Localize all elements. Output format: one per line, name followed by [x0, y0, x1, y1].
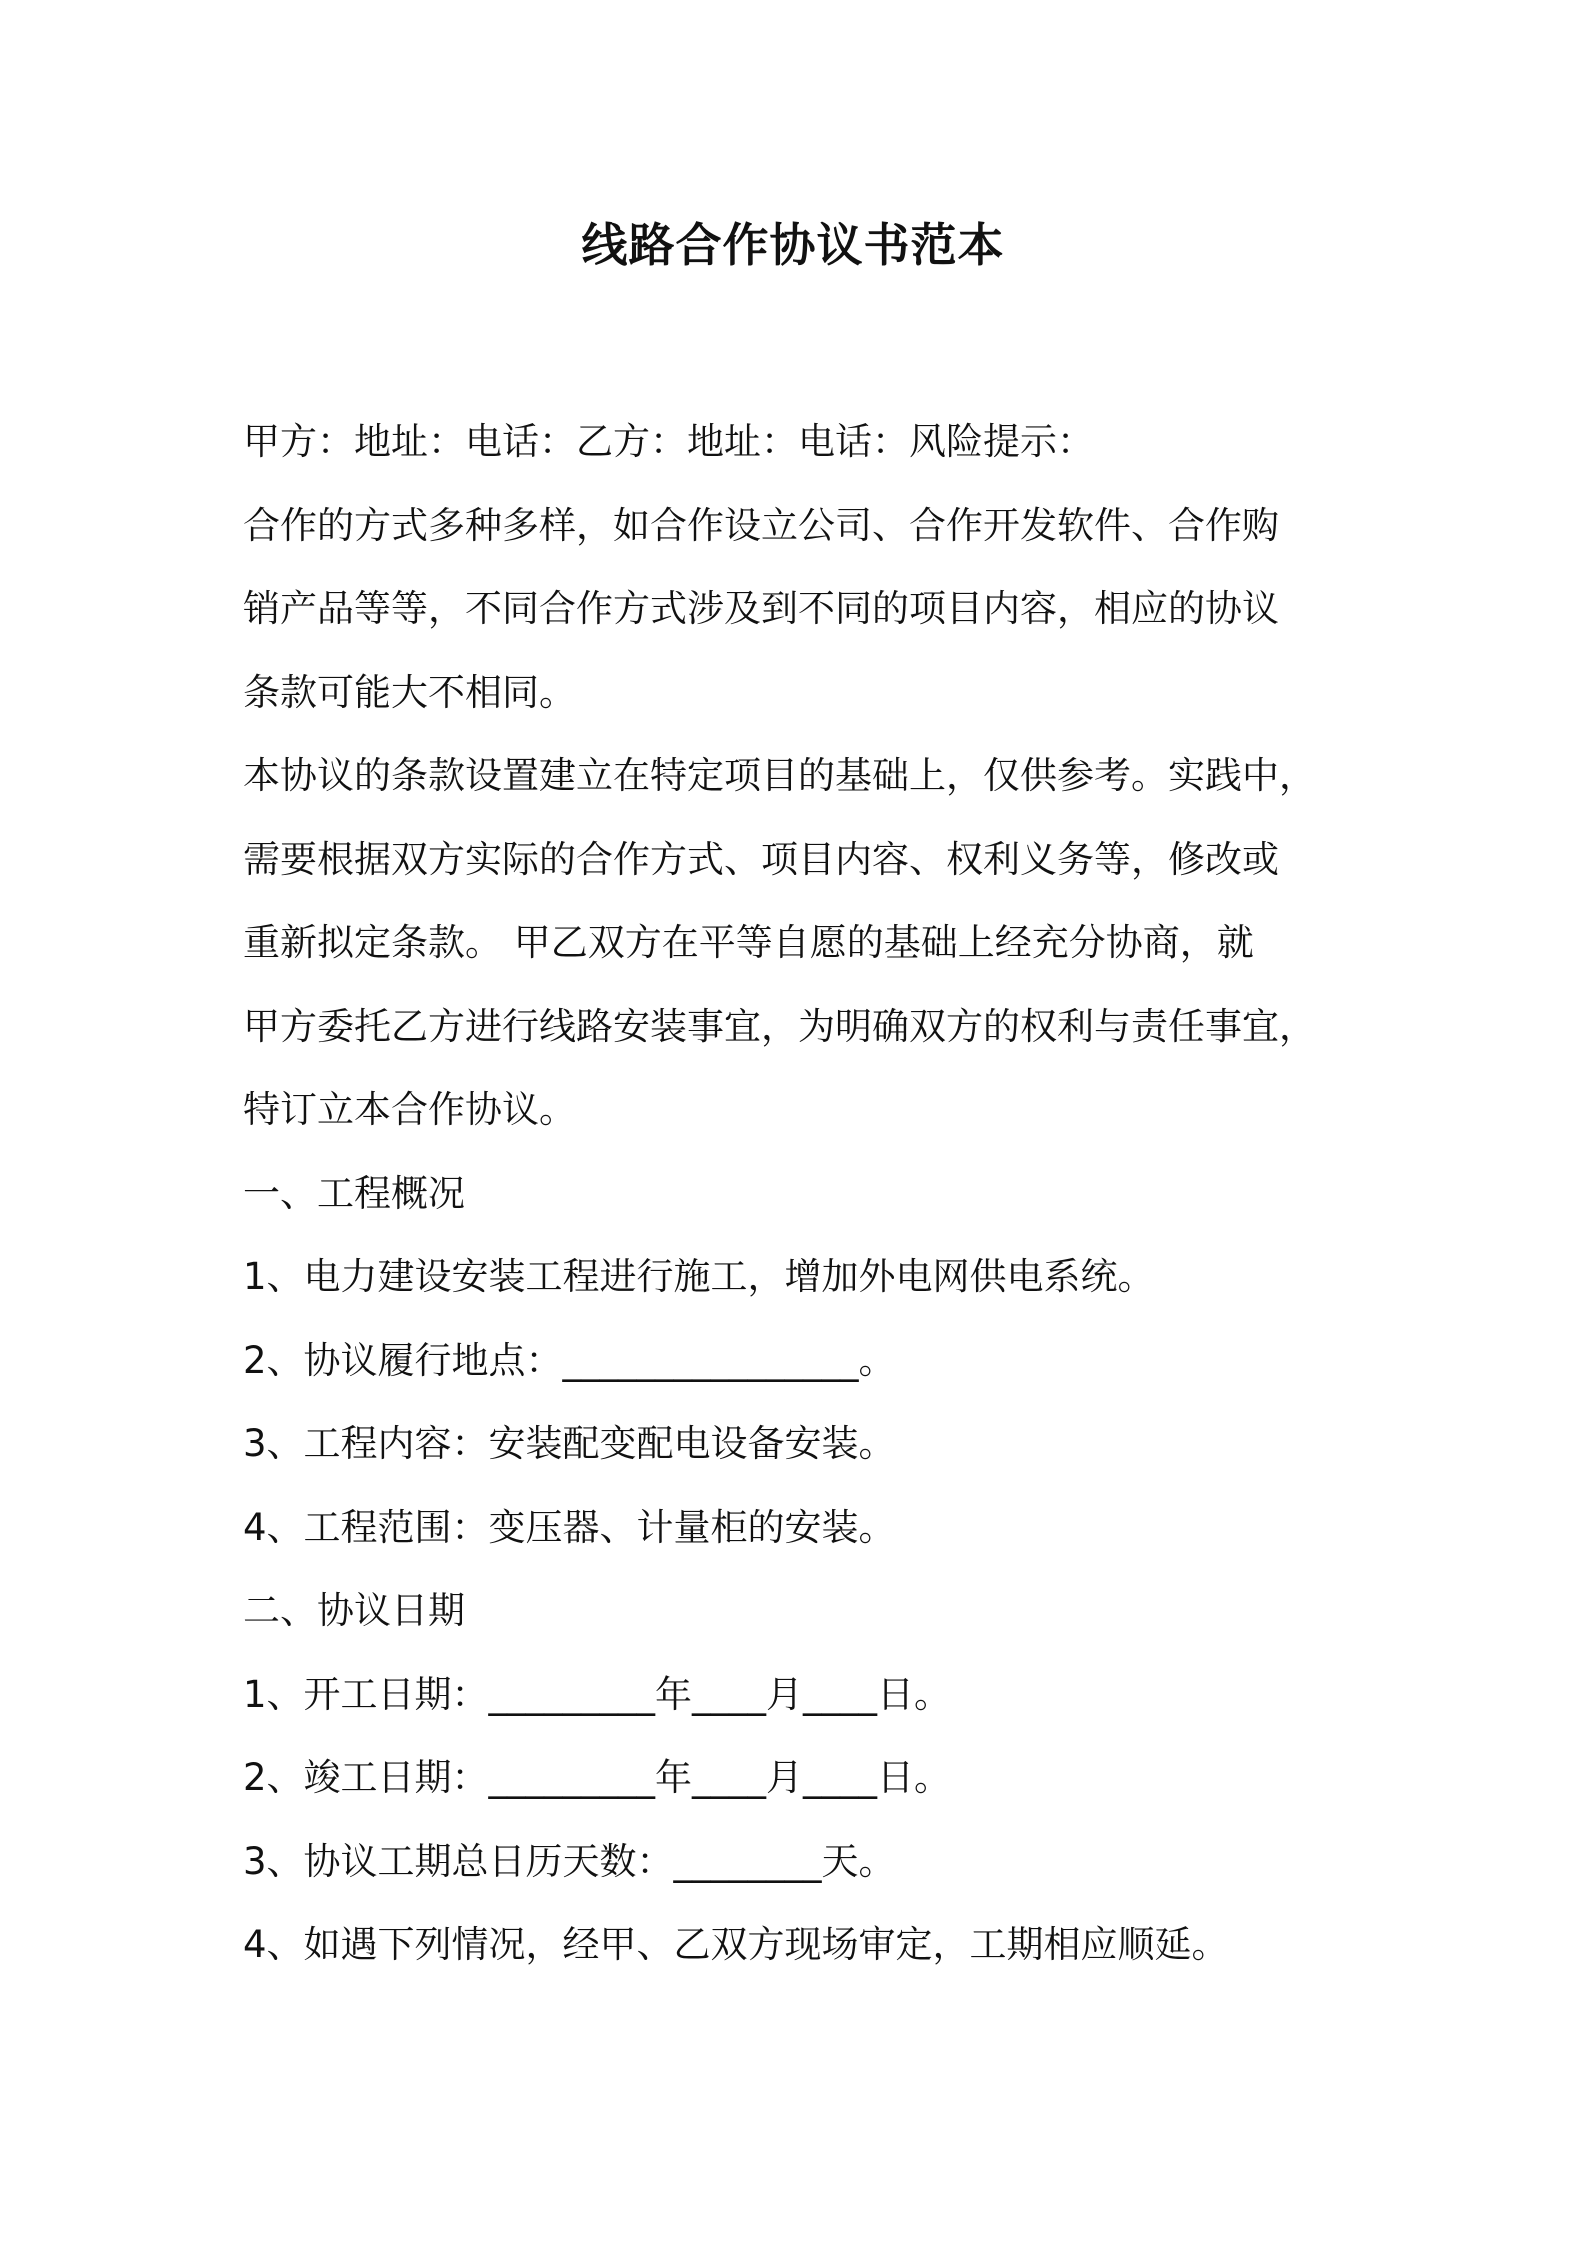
paragraph-line: 条款可能大不相同。: [243, 670, 576, 714]
clause-2-1: 1、开工日期：_________年____月____日。: [243, 1672, 952, 1716]
clause-2-4: 4、如遇下列情况，经甲、乙双方现场审定，工期相应顺延。: [243, 1923, 1229, 1966]
parties-line: 甲方：地址：电话：乙方：地址：电话：风险提示：: [243, 420, 1094, 463]
paragraph-line: 合作的方式多种多样，如合作设立公司、合作开发软件、合作购: [243, 503, 1279, 547]
clause-1-4: 4、工程范围：变压器、计量柜的安装。: [243, 1505, 896, 1549]
clause-1-1: 1、电力建设安装工程进行施工，增加外电网供电系统。: [243, 1255, 1155, 1298]
paragraph-line: 本协议的条款设置建立在特定项目的基础上，仅供参考。实践中，: [243, 754, 1316, 797]
clause-2-3: 3、协议工期总日历天数：________天。: [243, 1839, 896, 1883]
section-heading-2: 二、协议日期: [243, 1589, 465, 1632]
paragraph-line: 需要根据双方实际的合作方式、项目内容、权利义务等，修改或: [243, 837, 1279, 881]
document-title: 线路合作协议书范本: [581, 218, 1005, 272]
document-body: [243, 400, 1383, 1987]
clause-1-2: 2、协议履行地点：________________。: [243, 1338, 896, 1382]
paragraph-line: 销产品等等，不同合作方式涉及到不同的项目内容，相应的协议: [243, 587, 1279, 630]
paragraph-line: 特订立本合作协议。: [243, 1088, 576, 1131]
clause-2-2: 2、竣工日期：_________年____月____日。: [243, 1756, 952, 1799]
clause-1-3: 3、工程内容：安装配变配电设备安装。: [243, 1422, 896, 1465]
section-heading-1: 一、工程概况: [243, 1171, 465, 1215]
paragraph-line: 甲方委托乙方进行线路安装事宜，为明确双方的权利与责任事宜，: [243, 1004, 1316, 1048]
paragraph-line: 重新拟定条款。 甲乙双方在平等自愿的基础上经充分协商，就: [243, 921, 1254, 964]
